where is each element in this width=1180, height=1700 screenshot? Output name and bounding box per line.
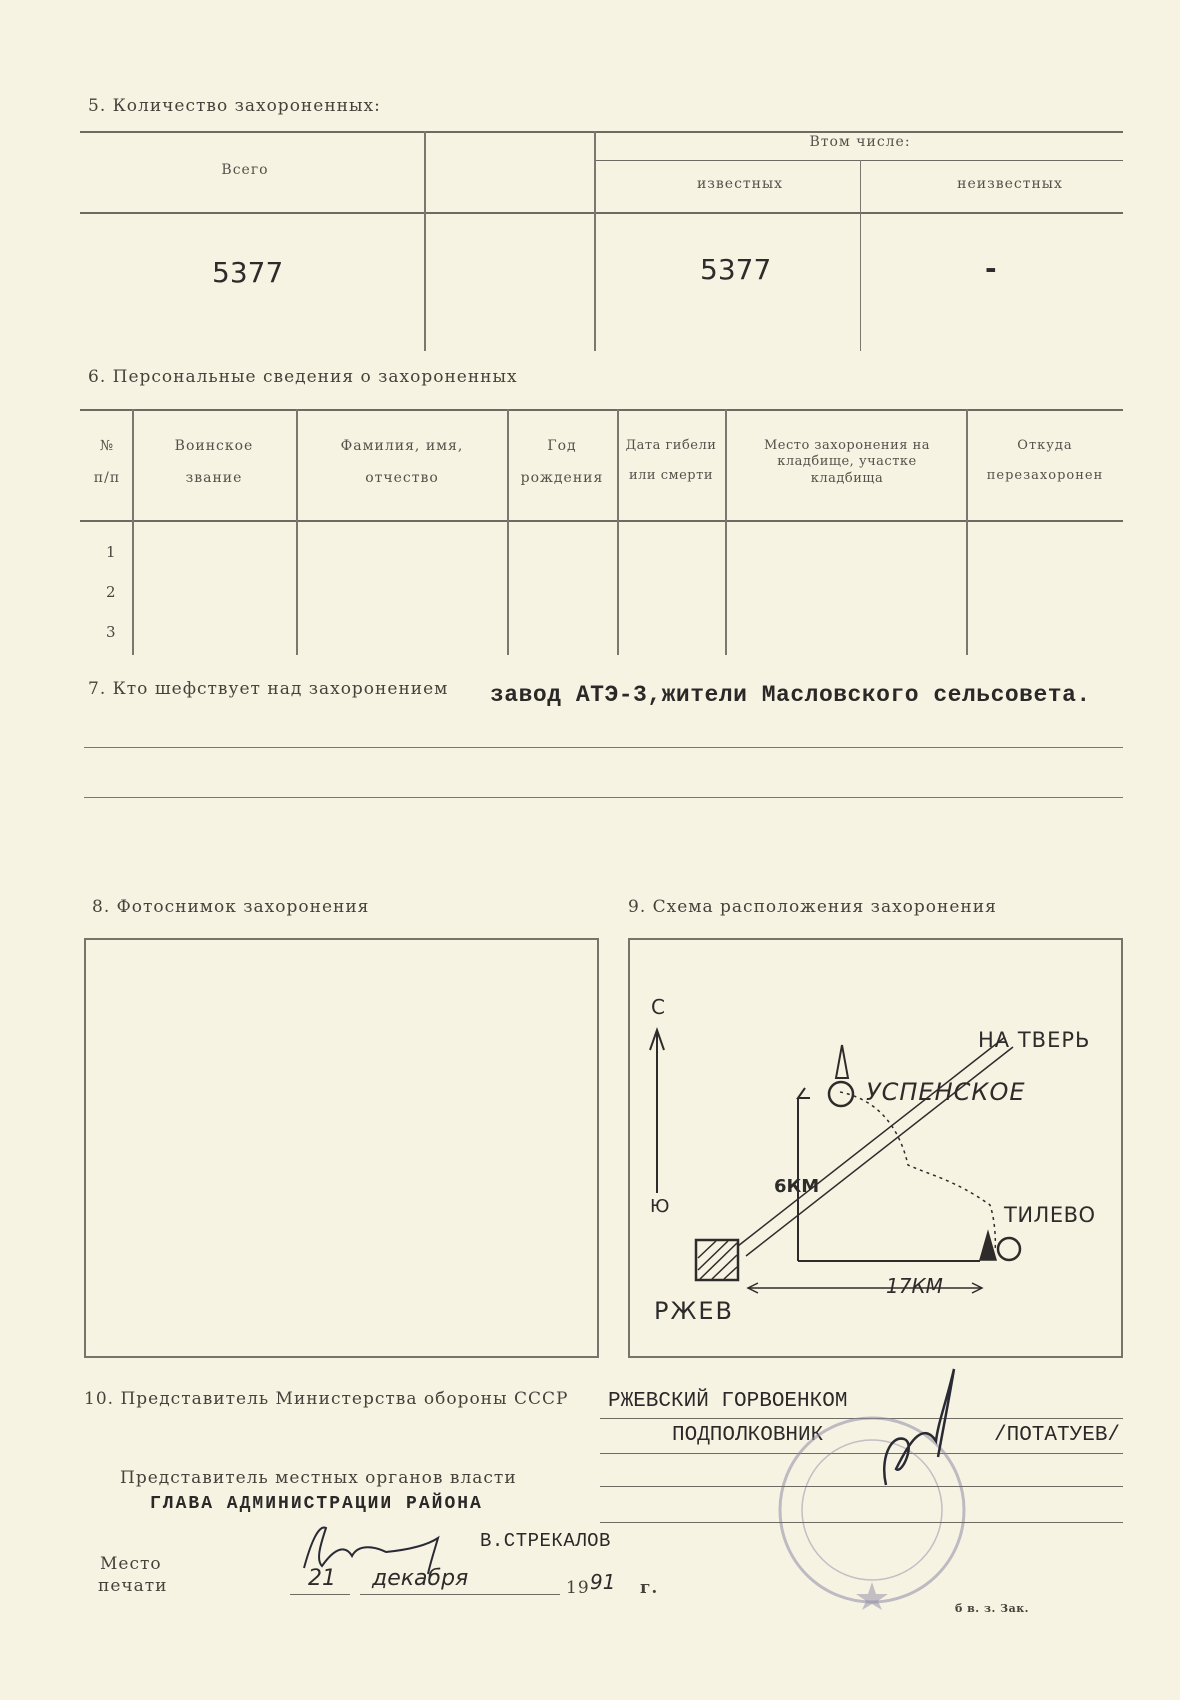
date-suffix: г.: [640, 1578, 659, 1598]
section8-title: 8. Фотоснимок захоронения: [92, 897, 370, 917]
place-label-line1: Место: [100, 1554, 162, 1574]
distance-6km-label: 6КМ: [774, 1176, 820, 1197]
distance-6km-arrowhead: [798, 1088, 810, 1098]
rzhev-label: РЖЕВ: [654, 1297, 734, 1325]
col-origin-line1: Откуда: [1017, 438, 1073, 453]
col-death-line2: или смерти: [629, 468, 713, 484]
local-line: [600, 1486, 1123, 1487]
to-tver-label: НА ТВЕРЬ: [978, 1028, 1091, 1052]
local-representative-title: Представитель местных органов власти: [120, 1468, 517, 1488]
date-year-prefix: 19: [566, 1578, 590, 1598]
section5-title: 5. Количество захороненных:: [88, 96, 381, 116]
known-header: известных: [696, 176, 784, 192]
unknown-header: неизвестных: [957, 176, 1063, 192]
col-death-line1: Дата гибели: [625, 438, 717, 453]
col-birth-line2: рождения: [520, 469, 604, 486]
col-birth-line1: Год: [547, 438, 577, 454]
col-number-line1: №: [99, 438, 115, 454]
col-origin-line2: перезахоронен: [986, 468, 1104, 484]
patron-value: завод АТЭ-3,жители Масловского сельсовета.: [490, 682, 1091, 708]
total-header: Всего: [221, 162, 269, 178]
col-name-line1: Фамилия, имя,: [340, 438, 464, 454]
known-value: 5377: [700, 253, 772, 286]
col-name-line2: отчество: [365, 469, 439, 486]
distance-17km-label: 17КМ: [886, 1274, 943, 1298]
col-rank-line1: Воинское: [174, 438, 254, 454]
north-label: С: [651, 995, 665, 1019]
col-number-line2: п/п: [93, 469, 121, 486]
date-day: 21: [308, 1566, 336, 1591]
row-number: 2: [106, 583, 116, 601]
place-label-line2: печати: [98, 1576, 168, 1596]
row-number: 3: [106, 623, 116, 641]
col-place-line2: кладбища: [810, 470, 884, 486]
col-rank-line2: звание: [185, 469, 243, 486]
south-label: Ю: [650, 1196, 670, 1217]
local-representative-name: В.СТРЕКАЛОВ: [480, 1530, 611, 1552]
section6-title: 6. Персональные сведения о захороненных: [88, 367, 518, 387]
date-day-line: [290, 1594, 350, 1595]
date-month-line: [360, 1594, 560, 1595]
mo-signature: [876, 1365, 966, 1495]
tilevo-label: ТИЛЕВО: [1004, 1203, 1096, 1227]
section9-title: 9. Схема расположения захоронения: [628, 897, 997, 917]
date-month: декабря: [372, 1566, 469, 1591]
rzhev-hatching: [698, 1241, 737, 1279]
section10-title: 10. Представитель Министерства обороны СССР: [84, 1389, 569, 1409]
date-year: 91: [590, 1570, 616, 1594]
tilevo-circle: [998, 1238, 1020, 1260]
unknown-value: -: [985, 252, 997, 285]
tilevo-monument-icon: [980, 1232, 996, 1260]
road-to-tver: [738, 1037, 1005, 1246]
row-number: 1: [106, 543, 116, 561]
uspenskoe-label: УСПЕНСКОЕ: [866, 1078, 1026, 1106]
route-dotted-line: [840, 1092, 995, 1252]
uspenskoe-monument-icon: [836, 1045, 848, 1078]
including-header: Втом числе:: [809, 134, 911, 150]
print-mark: б в. з. Зак.: [955, 1602, 1029, 1615]
mo-representative-line1: РЖЕВСКИЙ ГОРВОЕНКОМ: [608, 1390, 848, 1413]
section7-title: 7. Кто шефствует над захоронением: [88, 679, 449, 699]
local-representative-position: ГЛАВА АДМИНИСТРАЦИИ РАЙОНА: [150, 1494, 483, 1514]
mo-representative-rank: ПОДПОЛКОВНИК: [672, 1424, 824, 1447]
total-value: 5377: [212, 256, 284, 289]
col-place-line1: Место захоронения на кладбище, участке: [763, 438, 931, 470]
mo-representative-name: /ПОТАТУЕВ/: [994, 1424, 1121, 1447]
local-line: [600, 1522, 1123, 1523]
